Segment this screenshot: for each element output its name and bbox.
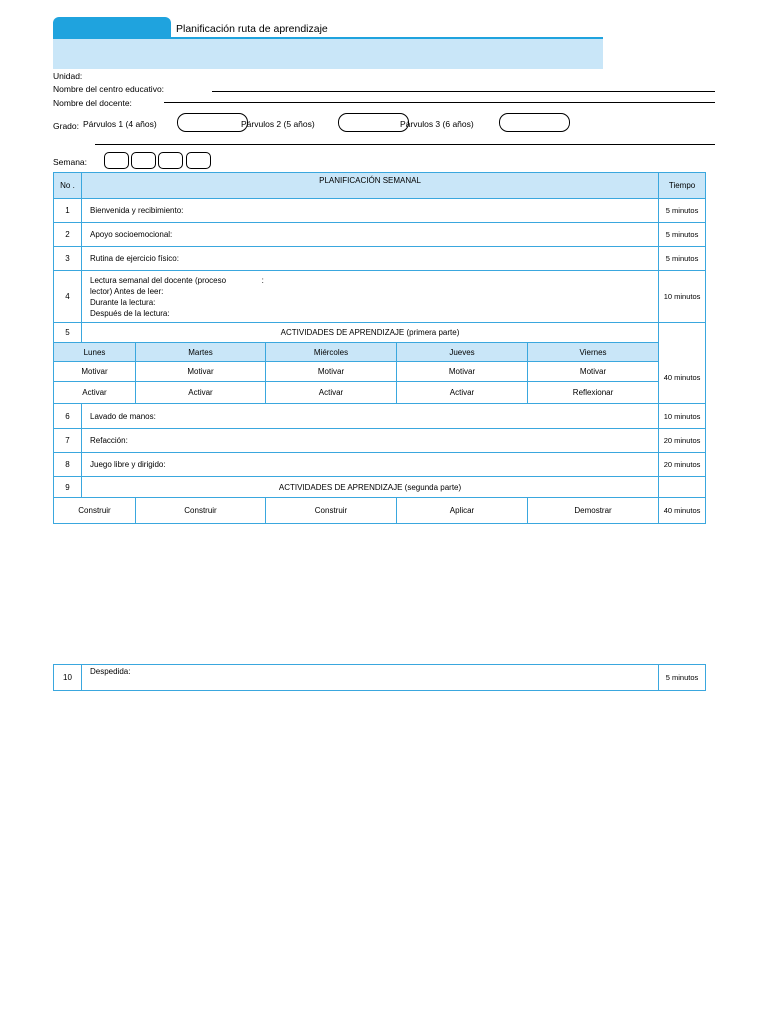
row-activity: Refacción: bbox=[82, 429, 659, 453]
row-time: 5 minutos bbox=[659, 199, 706, 223]
semana-box-3[interactable] bbox=[158, 152, 183, 169]
day-header: Lunes bbox=[54, 343, 136, 362]
row-no: 5 bbox=[54, 323, 82, 343]
centro-field[interactable] bbox=[212, 91, 715, 92]
header-time: Tiempo bbox=[659, 173, 706, 199]
row-no: 1 bbox=[54, 199, 82, 223]
part1-title-row bbox=[54, 323, 706, 343]
header-banner bbox=[53, 39, 603, 69]
row-no: 9 bbox=[54, 477, 82, 498]
row-time: 20 minutos bbox=[659, 453, 706, 477]
farewell-row bbox=[54, 665, 706, 691]
table-header-row bbox=[54, 173, 706, 199]
row-no: 8 bbox=[54, 453, 82, 477]
days-row bbox=[54, 343, 706, 362]
day-cell: Construir bbox=[54, 498, 136, 524]
day-cell: Construir bbox=[266, 498, 397, 524]
docente-field[interactable] bbox=[164, 102, 715, 103]
part1-row-a bbox=[54, 362, 706, 382]
day-cell: Motivar bbox=[397, 362, 528, 382]
day-cell: Activar bbox=[136, 382, 266, 404]
day-cell: Motivar bbox=[54, 362, 136, 382]
grado-label: Grado: bbox=[53, 121, 79, 131]
row-activity: Juego libre y dirigido: bbox=[82, 453, 659, 477]
day-cell: Demostrar bbox=[528, 498, 659, 524]
header-title: PLANIFICACIÓN SEMANAL bbox=[82, 173, 659, 199]
semana-box-4[interactable] bbox=[186, 152, 211, 169]
table-row bbox=[54, 271, 706, 323]
day-header: Jueves bbox=[397, 343, 528, 362]
semana-label: Semana: bbox=[53, 157, 88, 167]
row-no: 3 bbox=[54, 247, 82, 271]
row-activity: Rutina de ejercicio físico: bbox=[82, 247, 659, 271]
day-cell: Motivar bbox=[136, 362, 266, 382]
day-header: Viernes bbox=[528, 343, 659, 362]
part2-time: 40 minutos bbox=[659, 498, 706, 524]
row-time: 5 minutos bbox=[659, 247, 706, 271]
grado-option-3: Párvulos 3 (6 años) bbox=[400, 119, 474, 129]
part1-row-b bbox=[54, 382, 706, 404]
row-time: 5 minutos bbox=[659, 665, 706, 691]
grado-option-2: Párvulos 2 (5 años) bbox=[241, 119, 315, 129]
header-tab bbox=[53, 17, 171, 39]
reading-line: Lectura semanal del docente (proceso : bbox=[90, 275, 264, 285]
page-title: Planificación ruta de aprendizaje bbox=[176, 23, 328, 35]
table-row bbox=[54, 199, 706, 223]
docente-label: Nombre del docente: bbox=[53, 98, 132, 108]
day-cell: Aplicar bbox=[397, 498, 528, 524]
day-cell: Reflexionar bbox=[528, 382, 659, 404]
day-header: Miércoles bbox=[266, 343, 397, 362]
grado-option-box-3[interactable] bbox=[499, 113, 570, 132]
part2-row bbox=[54, 498, 706, 524]
part1-title: ACTIVIDADES DE APRENDIZAJE (primera parte) bbox=[82, 323, 659, 343]
reading-line: lector) Antes de leer: bbox=[90, 286, 164, 296]
part2-title: ACTIVIDADES DE APRENDIZAJE (segunda parte) bbox=[82, 477, 659, 498]
row-time: 10 minutos bbox=[659, 404, 706, 429]
semana-box-2[interactable] bbox=[131, 152, 156, 169]
row-no: 7 bbox=[54, 429, 82, 453]
part2-time-empty bbox=[659, 477, 706, 498]
reading-line: Durante la lectura: bbox=[90, 297, 156, 307]
day-cell: Motivar bbox=[528, 362, 659, 382]
row-no: 2 bbox=[54, 223, 82, 247]
row-activity: Despedida: bbox=[82, 665, 659, 691]
farewell-table bbox=[53, 664, 706, 691]
part2-title-row bbox=[54, 477, 706, 498]
grado-option-1: Párvulos 1 (4 años) bbox=[83, 119, 157, 129]
reading-line: Después de la lectura: bbox=[90, 308, 170, 318]
unidad-label: Unidad: bbox=[53, 71, 83, 81]
row-no: 6 bbox=[54, 404, 82, 429]
day-cell: Activar bbox=[266, 382, 397, 404]
table-row bbox=[54, 453, 706, 477]
day-cell: Construir bbox=[136, 498, 266, 524]
grado-option-box-2[interactable] bbox=[338, 113, 409, 132]
row-time: 10 minutos bbox=[659, 271, 706, 323]
day-cell: Motivar bbox=[266, 362, 397, 382]
row-activity: Apoyo socioemocional: bbox=[82, 223, 659, 247]
row-activity: Lavado de manos: bbox=[82, 404, 659, 429]
row-activity-reading bbox=[82, 271, 659, 323]
day-header: Martes bbox=[136, 343, 266, 362]
grado-rule bbox=[95, 144, 715, 145]
semana-box-1[interactable] bbox=[104, 152, 129, 169]
part1-time: 40 minutos bbox=[659, 323, 706, 404]
day-cell: Activar bbox=[54, 382, 136, 404]
centro-label: Nombre del centro educativo: bbox=[53, 84, 165, 94]
table-row bbox=[54, 404, 706, 429]
row-no: 4 bbox=[54, 271, 82, 323]
day-cell: Activar bbox=[397, 382, 528, 404]
table-row bbox=[54, 223, 706, 247]
grado-option-box-1[interactable] bbox=[177, 113, 248, 132]
header-no: No . bbox=[54, 173, 82, 199]
row-time: 20 minutos bbox=[659, 429, 706, 453]
row-activity: Bienvenida y recibimiento: bbox=[82, 199, 659, 223]
table-row bbox=[54, 429, 706, 453]
weekly-plan-table bbox=[53, 172, 706, 524]
row-no: 10 bbox=[54, 665, 82, 691]
row-time: 5 minutos bbox=[659, 223, 706, 247]
table-row bbox=[54, 247, 706, 271]
